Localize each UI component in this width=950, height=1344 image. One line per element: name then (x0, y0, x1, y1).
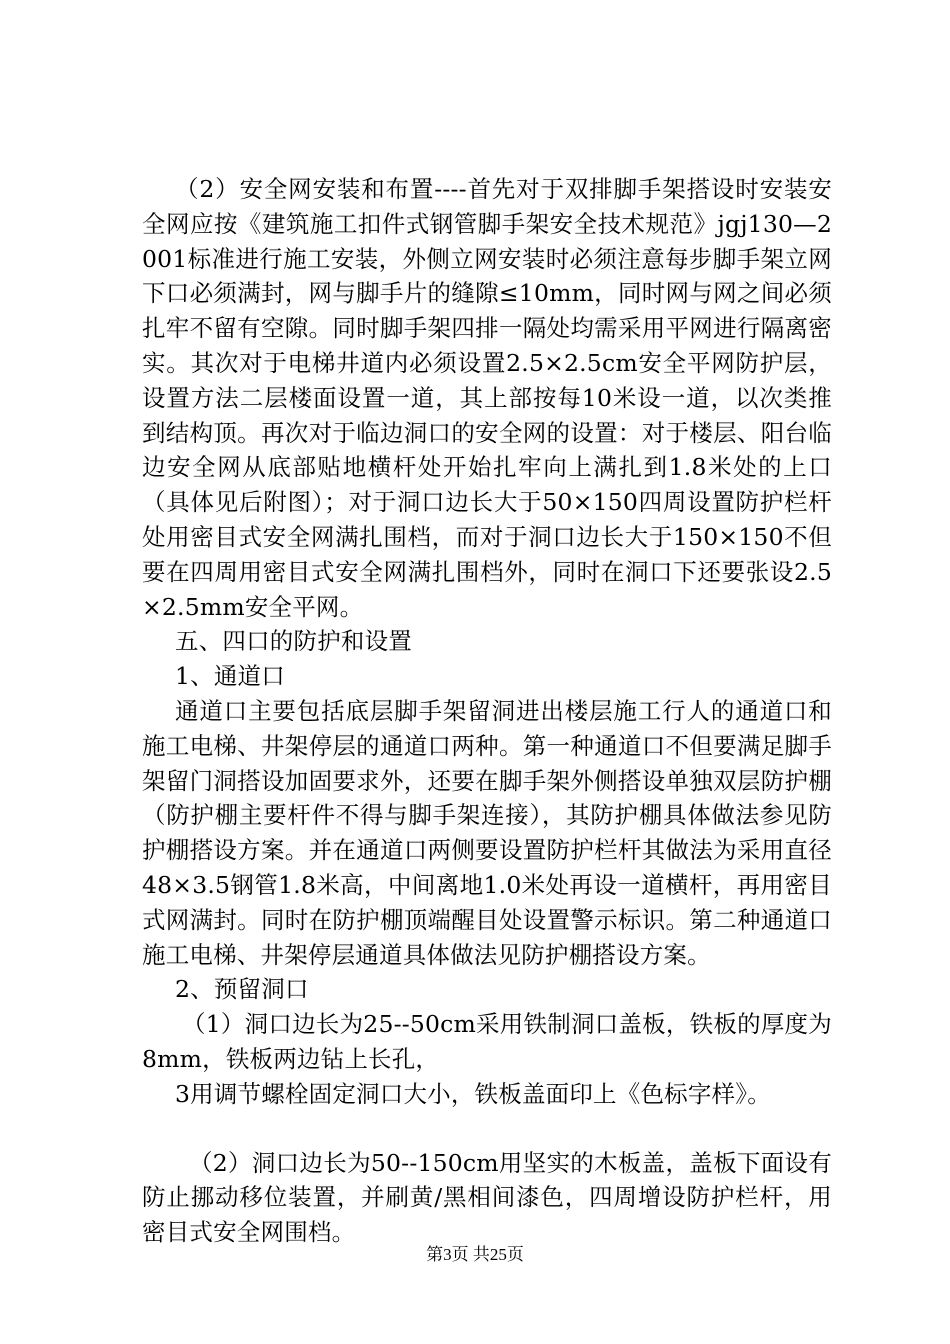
subheading-passage-opening: 1、通道口 (175, 662, 285, 691)
paragraph-safety-net: （2）安全网安装和布置----首先对于双排脚手架搭设时安装安全网应按《建筑施工扣件式钢管脚手架安全技术规范》jgj130—2001标准进行施工安装，外侧立网安装时必须注意每步脚手架立网下口必须满封，网与脚手片的缝隙≤10mm，同时网与网之间必须扎牢不留有空隙。同时脚手架四排一隔处均需采用平网进行隔离密实。其次对于电梯井道内必须设置2.5×2.5cm安全平网防护层，设置方法二层楼面设置一道，其上部按每10米设一道，以次类推到结构顶。再次对于临边洞口的安全网的设置：对于楼层、阳台临边安全网从底部贴地横杆处开始扎牢向上满扎到1.8米处的上口（具体见后附图）；对于洞口边长大于50×150四周设置防护栏杆处用密目式安全网满扎围档，而对于洞口边长大于150×150不但要在四周用密目式安全网满扎围档外，同时在洞口下还要张设2.5×2.5mm安全平网。 (142, 175, 832, 621)
paragraph-spacer (142, 1112, 832, 1146)
paragraph-passage-opening: 通道口主要包括底层脚手架留洞进出楼层施工行人的通道口和施工电梯、井架停层的通道口两种。第一种通道口不但要满足脚手架留门洞搭设加固要求外，还要在脚手架外侧搭设单独双层防护棚（防护棚主要杆件不得与脚手架连接），其防护棚具体做法参见防护棚搭设方案。并在通道口两侧要设置防护栏杆其做法为采用直径48×3.5钢管1.8米高，中间离地1.0米处再设一道横杆，再用密目式网满封。同时在防护棚顶端醒目处设置警示标识。第二种通道口施工电梯、井架停层通道具体做法见防护棚搭设方案。 (142, 696, 832, 969)
paragraph-reserved-opening-2: （2）洞口边长为50--150cm用坚实的木板盖，盖板下面设有防止挪动移位装置，并刷黄/黑相间漆色，四周增设防护栏杆，用密目式安全网围档。 (142, 1148, 832, 1247)
page-number-footer: 第3页 共25页 (426, 1245, 524, 1264)
subheading-reserved-opening: 2、预留洞口 (175, 975, 309, 1004)
document-body (142, 172, 832, 1250)
section-heading-four-openings: 五、四口的防护和设置 (175, 627, 412, 656)
paragraph-reserved-opening-1: （1）洞口边长为25--50cm采用铁制洞口盖板，铁板的厚度为8mm，铁板两边钻上长孔， (142, 1010, 832, 1073)
paragraph-reserved-opening-1-cont: 3用调节螺栓固定洞口大小，铁板盖面印上《色标字样》。 (175, 1079, 771, 1108)
